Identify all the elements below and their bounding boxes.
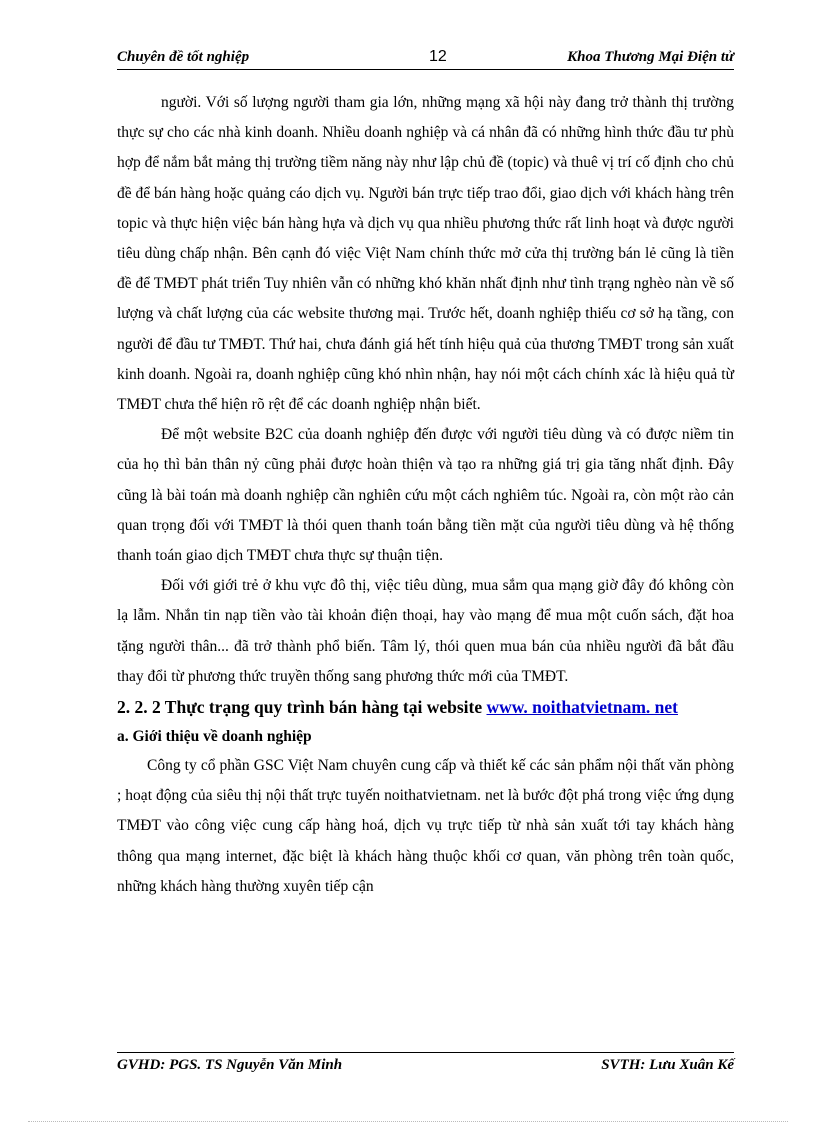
page-header bbox=[117, 47, 734, 70]
section-heading bbox=[117, 692, 734, 722]
header-course-title: Chuyên đề tốt nghiệp bbox=[117, 49, 250, 65]
page-footer bbox=[117, 1052, 734, 1073]
footer-supervisor: GVHD: PGS. TS Nguyễn Văn Minh bbox=[117, 1057, 343, 1073]
paragraph-1: người. Với số lượng người tham gia lớn, những mạng xã hội này đang trở thành thị trường thực sự cho các nhà kinh doanh. Nhiều doanh nghiệp và cá nhân đã có những hình thức đầu tư phù hợp để nắm bắt mảng thị trường tiềm năng này như lập chủ đề (topic) và thuê vị trí cố định cho chủ đề để bán hàng hoặc quảng cáo dịch vụ. Người bán trực tiếp trao đổi, giao dịch với khách hàng trên topic và thực hiện việc bán hàng hựa và dịch vụ qua nhiều phương thức rất linh hoạt và được người tiêu dùng chấp nhận. Bên cạnh đó việc Việt Nam chính thức mở cửa thị trường bán lẻ cũng là tiền đề để TMĐT phát triển Tuy nhiên vẫn có những khó khăn nhất định như tình trạng nghèo nàn về số lượng và chất lượng của các website thương mại. Trước hết, doanh nghiệp thiếu cơ sở hạ tầng, con người để đầu tư TMĐT. Thứ hai, chưa đánh giá hết tính hiệu quả của thương TMĐT trong sản xuất kinh doanh. Ngoài ra, doanh nghiệp cũng khó nhìn nhận, hay nói một cách chính xác là hiệu quả từ TMĐT chưa thể hiện rõ rệt để các doanh nghiệp nhận biết. bbox=[117, 94, 734, 414]
section-heading-text: 2. 2. 2 Thực trạng quy trình bán hàng tại website bbox=[117, 697, 487, 718]
subsection-heading: a. Giới thiệu về doanh nghiệp bbox=[117, 728, 312, 746]
paragraph-4: Công ty cổ phần GSC Việt Nam chuyên cung cấp và thiết kế các sản phẩm nội thất văn phòng ; hoạt động của siêu thị nội thất trực tuyến noithatvietnam. net là bước đột phá trong việc ứng dụng TMĐT vào công việc cung cấp hàng hoá, dịch vụ trực tiếp từ nhà sản xuất tới tay khách hàng thông qua mạng internet, đặc biệt là khách hàng thuộc khối cơ quan, văn phòng trên toàn quốc, những khách hàng thường xuyên tiếp cận bbox=[117, 757, 734, 895]
footer-student: SVTH: Lưu Xuân Kế bbox=[601, 1057, 734, 1073]
page-number: 12 bbox=[429, 48, 447, 65]
paragraph-3: Đối với giới trẻ ở khu vực đô thị, việc tiêu dùng, mua sắm qua mạng giờ đây đó không còn lạ lẫm. Nhắn tin nạp tiền vào tài khoản điện thoại, hay vào mạng để mua một cuốn sách, đặt hoa tặng người thân... đã trở thành phổ biến. Tâm lý, thói quen mua bán của nhiều người đã bắt đầu thay đổi từ phương thức truyền thống sang phương thức mới của TMĐT. bbox=[117, 577, 734, 685]
header-faculty: Khoa Thương Mại Điện tử bbox=[567, 49, 734, 65]
document-body bbox=[117, 88, 734, 902]
paragraph-2: Để một website B2C của doanh nghiệp đến được với người tiêu dùng và có được niềm tin của họ thì bản thân nỷ cũng phải được hoàn thiện và tạo ra những giá trị gia tăng nhất định. Đây cũng là bài toán mà doanh nghiệp cần nghiên cứu một cách nghiêm túc. Ngoài ra, còn một rào cản quan trọng đối với TMĐT là thói quen thanh toán bằng tiền mặt của người tiêu dùng và hệ thống thanh toán giao dịch TMĐT chưa thực sự thuận tiện. bbox=[117, 426, 734, 565]
website-link[interactable]: www. noithatvietnam. net bbox=[486, 697, 679, 718]
page-bottom-divider bbox=[28, 1121, 788, 1122]
